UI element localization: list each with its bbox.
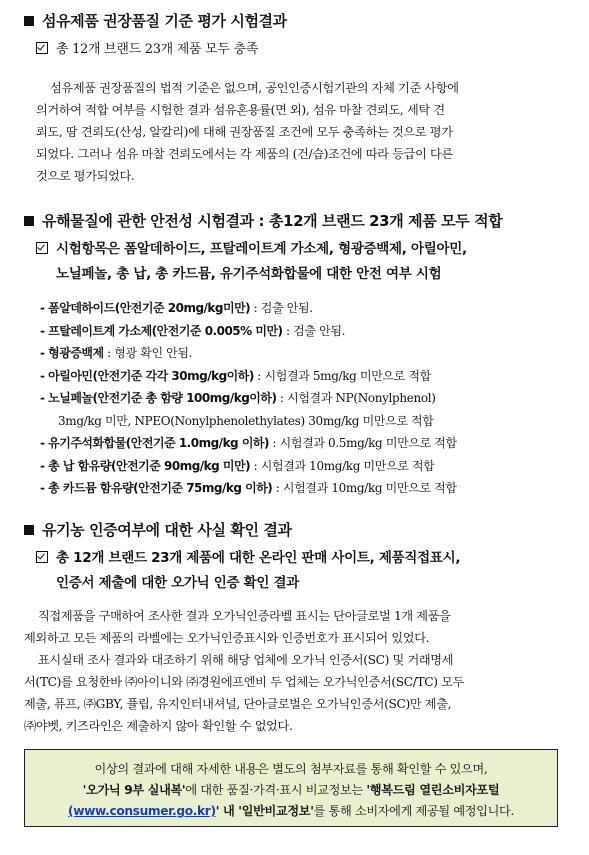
paragraph-line: 제출, 퓨프, ㈜GBY, 퓰립, 유지인터내셔널, 단아글로벌은 오가닉인증서(SC)만 제출, [24,697,452,711]
consumer-portal-link[interactable]: (www.consumer.go.kr) [68,804,216,818]
paragraph-line: 섬유제품 권장품질의 법적 기준은 없으며, 공인인증시험기관의 자체 기준 사항에 [50,81,459,95]
paragraph-line: 서(TC)를 요청한바 ㈜아이니와 ㈜경원에프엔비 두 업체는 오가닉인증서(SC/TC) 모두 [24,675,465,689]
paragraph-line: ㈜야벳, 키즈라인은 제출하지 않아 확인할 수 없었다. [24,719,293,733]
square-bullet-icon [24,16,34,26]
list-item: - 아릴아민(안전기준 각각 30mg/kg이하) : 시험결과 5mg/kg 미만으로 적합 [40,368,431,383]
paragraph-line: 직접제품을 구매하여 조사한 결과 오가닉인증라벨 표시는 단아글로벌 1개 제품을 [38,609,451,623]
section2-summary-line1: 시험항목은 폼알데하이드, 프탈레이트계 가소제, 형광증백제, 아릴아민, [36,237,467,257]
section1-paragraph [36,77,550,187]
notice-line3: (www.consumer.go.kr)' 내 '일반비교정보'를 통해 소비자에게 제공될 예정입니다. [68,804,514,818]
list-item: - 폼알데하이드(안전기준 20mg/kg미만) : 검출 안됨. [40,301,313,315]
section1-title: 섬유제품 권장품질 기준 평가 시험결과 [24,10,287,31]
list-item-continuation: 3mg/kg 미만, NPEO(Nonylphenolethylates) 30mg/kg 미만으로 적합 [58,413,434,428]
paragraph-line: 제외하고 모든 제품의 라벨에는 오가닉인증표시와 인증번호가 표시되어 있었다. [24,631,430,645]
test-items-list [40,299,560,502]
checkbox-icon [36,242,48,254]
square-bullet-icon [24,525,34,535]
list-item: - 총 납 함유량(안전기준 90mg/kg 미만) : 시험결과 10mg/kg 미만으로 적합 [40,458,435,473]
checkbox-icon [36,551,48,563]
section3-paragraph [24,605,552,737]
list-item: - 형광증백제 : 형광 확인 안됨. [40,346,193,360]
list-item: - 프탈레이트계 가소제(안전기준 0.005% 미만) : 검출 안됨. [40,323,346,338]
section2-title: 유해물질에 관한 안전성 시험결과 : 총12개 브랜드 23개 제품 모두 적합 [24,210,502,231]
square-bullet-icon [24,216,34,226]
list-item: - 유기주석화합물(안전기준 1.0mg/kg 이하) : 시험결과 0.5mg/kg 미만으로 적합 [40,436,457,450]
paragraph-line: 것으로 평가되었다. [36,169,135,183]
paragraph-line: 의거하여 적합 여부를 시험한 결과 섬유혼용률(면 외), 섬유 마찰 견뢰도, 세탁 견 [36,103,445,117]
notice-box [24,749,558,827]
section3-summary-line2: 인증서 제출에 대한 오가닉 인증 확인 결과 [56,575,299,591]
section3-summary-line1: 총 12개 브랜드 23개 제품에 대한 온라인 판매 사이트, 제품직접표시, [36,546,460,566]
paragraph-line: 표시실태 조사 결과와 대조하기 위해 해당 업체에 오가닉 인증서(SC) 및 거래명세 [38,653,454,667]
notice-line1: 이상의 결과에 대해 자세한 내용은 별도의 첨부자료를 통해 확인할 수 있으며, [94,762,488,776]
section2-summary-line2: 노닐페놀, 총 납, 총 카드뮴, 유기주석화합물에 대한 안전 여부 시험 [56,266,442,282]
section1-summary: 총 12개 브랜드 23개 제품 모두 충족 [36,38,258,57]
paragraph-line: 되었다. 그러나 섬유 마찰 견뢰도에서는 각 제품의 (건/습)조건에 따라 등급이 다른 [36,147,453,161]
paragraph-line: 뢰도, 땀 견뢰도(산성, 알칼리)에 대해 권장품질 조건에 모두 충족하는 것으로 평가 [36,125,453,139]
checkbox-icon [36,42,48,54]
notice-line2: '오가닉 9부 실내복'에 대한 품질·가격·표시 비교정보는 '행복드림 열린소비자포털 [82,783,500,797]
section3-title: 유기농 인증여부에 대한 사실 확인 결과 [24,519,292,540]
list-item: - 총 카드뮴 함유량(안전기준 75mg/kg 이하) : 시험결과 10mg/kg 미만으로 적합 [40,481,457,495]
list-item: - 노닐페놀(안전기준 총 함량 100mg/kg이하) : 시험결과 NP(Nonylphenol) [40,391,436,405]
